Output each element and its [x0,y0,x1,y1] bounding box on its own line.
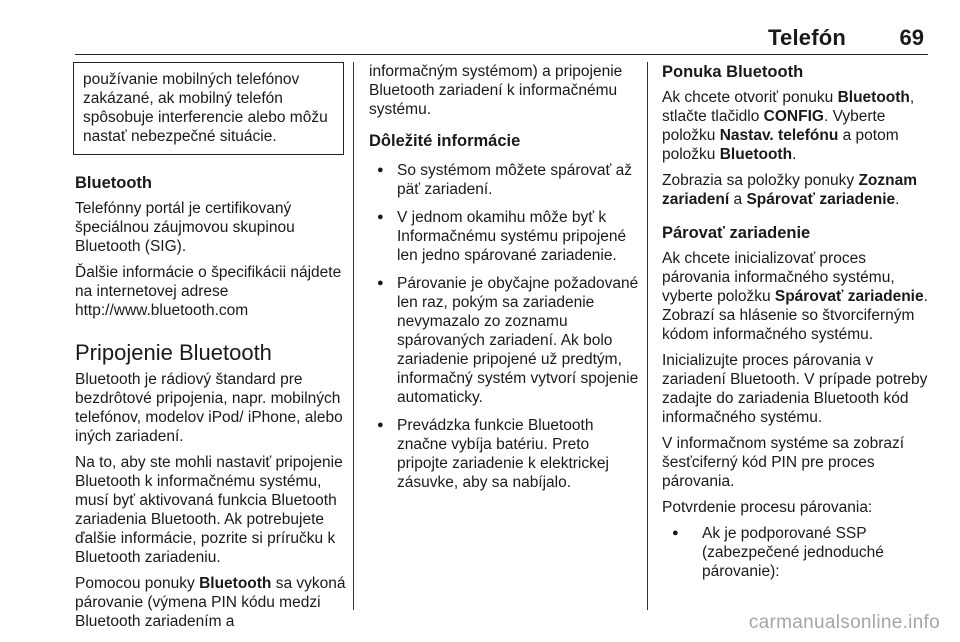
paragraph: Telefónny portál je certifikovaný špeciálnou záujmovou skupinou Bluetooth (SIG). [75,200,295,255]
text-run: sa vykoná párovanie (výmena PIN kódu medzi Bluetooth zariadením a [75,575,346,630]
list-item: ● Ak je podporované SSP (zabezpečené jednoduché párovanie): [662,524,930,581]
text-run: . Vyberte položku [662,108,886,144]
warning-text: používanie mobilných telefónov zakázané, ak mobilný telefón spôsobuje interferencie alebo môžu nastať nebezpečné situácie. [83,71,328,145]
text-run: Ak chcete inicializovať proces párovania informačného systému, vyberte položku [662,250,895,305]
menu-term: Spárovať zariadenie [746,191,896,208]
menu-heading: Ponuka Bluetooth [662,63,804,81]
text-run: . [792,146,797,163]
paragraph [662,88,930,164]
menu-term: Bluetooth [199,575,272,592]
paragraph: Potvrdenie procesu párovania: [662,499,873,516]
page-header [75,22,928,55]
pair-heading: Párovať zariadenie [662,224,811,242]
text-run: . Zobrazí sa hlásenie so štvorciferným kódom informačného systému. [662,288,928,343]
text-run: a potom položku [662,127,899,163]
paragraph [75,574,347,631]
page-title: Telefón [768,25,846,50]
paragraph: V informačnom systéme sa zobrazí šesťciferný kód PIN pre proces párovania. [662,435,905,490]
column-divider [647,62,648,610]
connection-heading: Pripojenie Bluetooth [75,340,272,365]
warning-box [73,62,344,155]
paragraph: Na to, aby ste mohli nastaviť pripojenie Bluetooth k informačnému systému, musí byť aktivovaná funkcia Bluetooth zariadenia Bluetooth. Ak potrebujete ďalšie informácie, pozrite si príručku k Bluetooth zariadeniu. [75,454,343,566]
column-divider [353,62,354,610]
paragraph: informačným systémom) a pripojenie Bluetooth zariadení k informačnému systému. [369,63,623,118]
list-item: ● Párovanie je obyčajne požadované len raz, pokým sa zariadenie nevymazalo zo zoznamu spárovaných zariadení. Ak bolo zariadenie pripojené už predtým, informačný systém vytvorí spojenie automaticky. [369,274,639,407]
menu-term: Zoznam zariadení [662,172,917,208]
page-number: 69 [899,25,924,50]
text-run: Zobrazia sa položky ponuky [662,172,859,189]
list-item: ● So systémom môžete spárovať až päť zariadení. [369,161,639,199]
menu-term: Nastav. telefónu [719,127,839,144]
paragraph: Bluetooth je rádiový štandard pre bezdrôtové pripojenia, napr. mobilných telefónov, modelov iPod/ iPhone, alebo iných zariadení. [75,371,343,445]
text-run: . [895,191,900,208]
bluetooth-heading: Bluetooth [75,174,152,192]
text-run: Ak chcete otvoriť ponuku [662,89,838,106]
paragraph [662,171,930,209]
menu-term: Bluetooth [719,146,793,163]
menu-term: Bluetooth [837,89,910,106]
list-item: ● Prevádzka funkcie Bluetooth značne vybíja batériu. Preto pripojte zariadenie k elektrickej zásuvke, aby sa nabíjalo. [369,416,639,492]
watermark: carmanualsonline.info [748,612,940,633]
text-run: Pomocou ponuky [75,575,200,592]
text-run: , stlačte tlačidlo [662,89,915,125]
bullet-list [369,161,639,492]
button-term: CONFIG [763,108,824,125]
important-heading: Dôležité informácie [369,132,521,150]
paragraph [662,249,930,344]
menu-term: Spárovať zariadenie [774,288,924,305]
paragraph: Ďalšie informácie o špecifikácii nájdete na internetovej adrese http://www.bluetooth.com [75,264,342,319]
paragraph: Inicializujte proces párovania v zariadení Bluetooth. V prípade potreby zadajte do zariadenia Bluetooth kód informačného systému. [662,352,928,426]
column-right [662,62,930,590]
column-left [75,62,347,638]
text-run: a [729,191,747,208]
list-item: ● V jednom okamihu môže byť k Informačnému systému pripojené len jedno spárované zariadenie. [369,208,639,265]
column-middle [369,62,639,501]
bullet-list [662,524,930,581]
